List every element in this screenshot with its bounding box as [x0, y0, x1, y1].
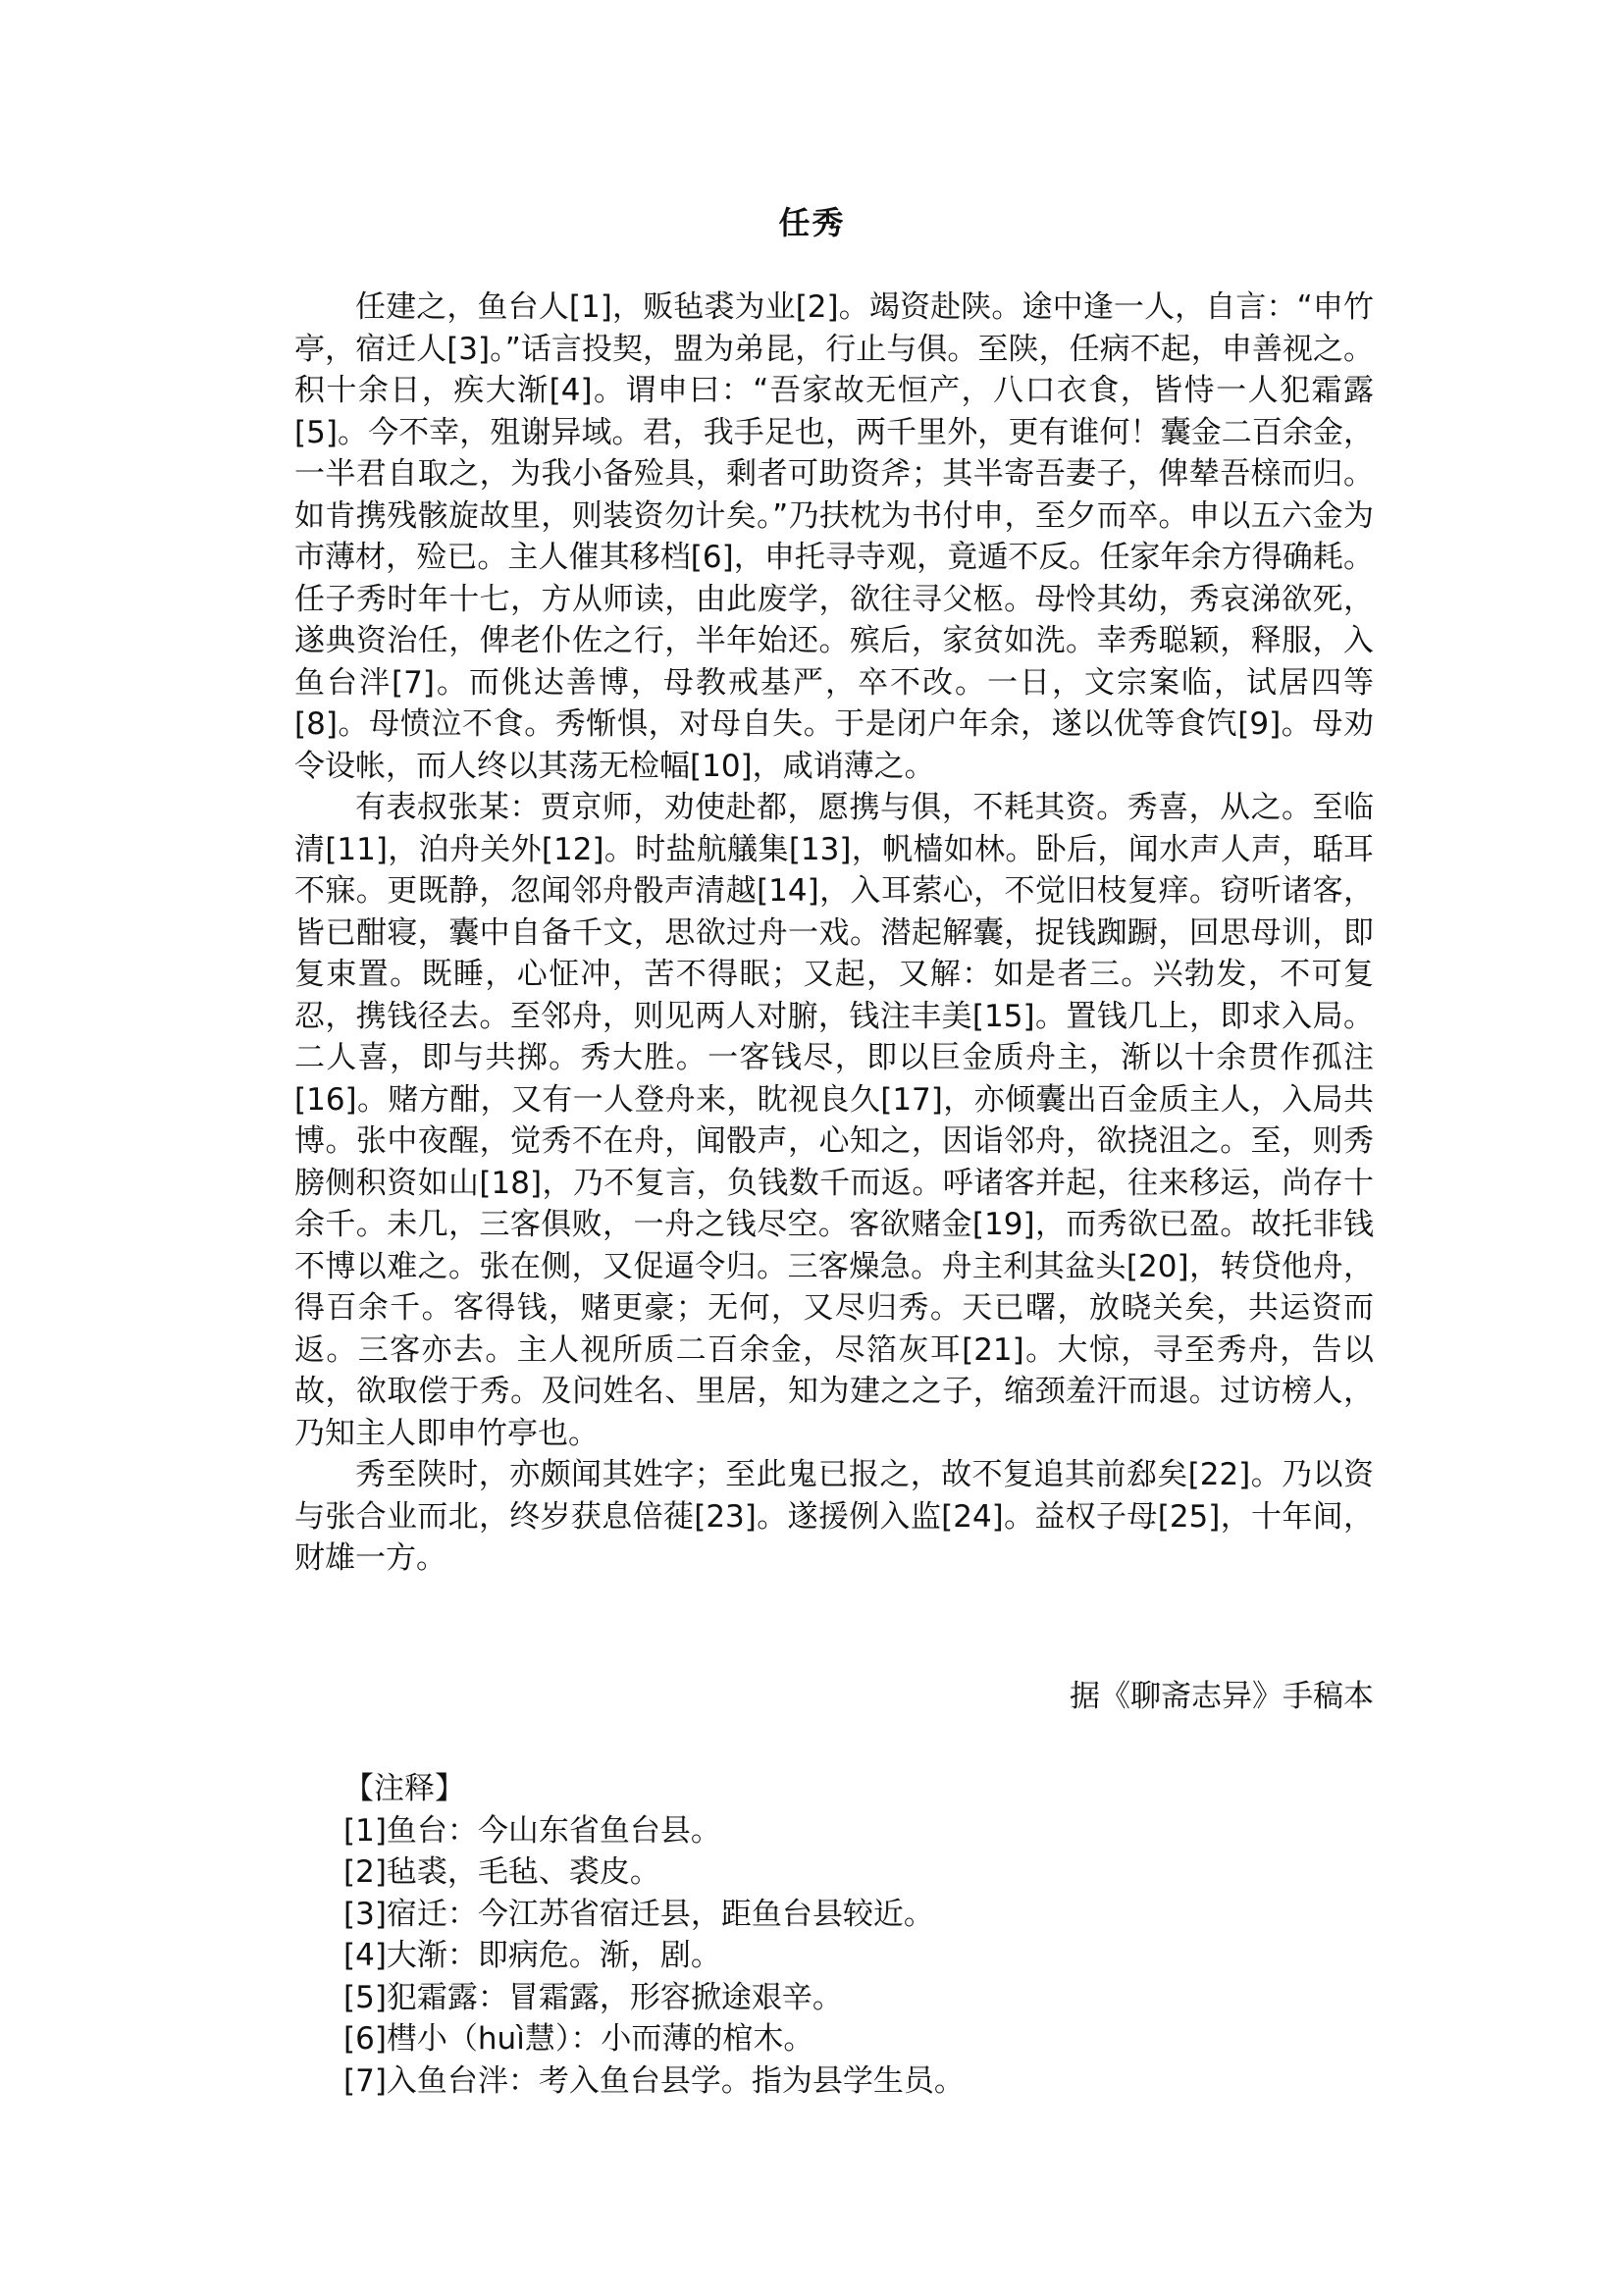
note-item: [5]犯霜露：冒霜露，形容掀途艰辛。 — [343, 1979, 843, 2015]
story-paragraph: 有表叔张某：贾京师，劝使赴都，愿携与俱，不耗其资。秀喜，从之。至临清[11]，泊舟关外[12]。时盐航艤集[13]，帆樯如林。卧后，闻水声人声，聒耳不寐。更既静，忽闻邻舟骰声清越[14]，入耳萦心，不觉旧枝复痒。窃听诸客，皆已酣寝，囊中自备千文，思欲过舟一戏。潜起解囊，捉钱踟蹰，回思母训，即复束置。既睡，心怔冲，苦不得眠；又起，又解：如是者三。兴勃发，不可复忍，携钱径去。至邻舟，则见两人对腑，钱注丰美[15]。置钱几上，即求入局。二人喜，即与共掷。秀大胜。一客钱尽，即以巨金质舟主，渐以十余贯作孤注[16]。赌方酣，又有一人登舟来，眈视良久[17]，亦倾囊出百金质主人，入局共博。张中夜醒，觉秀不在舟，闻骰声，心知之，因诣邻舟，欲挠沮之。至，则秀膀侧积资如山[18]，乃不复言，负钱数千而返。呼诸客并起，往来移运，尚存十余千。未几，三客俱败，一舟之钱尽空。客欲赌金[19]，而秀欲已盈。故托非钱不博以难之。张在侧，又促逼令归。三客燥急。舟主利其盆头[20]，转贷他舟，得百余千。客得钱，赌更豪；无何，又尽归秀。天已曙，放晓关矣，共运资而返。三客亦去。主人视所质二百余金，尽箔灰耳[21]。大惊，寻至秀舟，告以故，欲取偿于秀。及问姓名、里居，知为建之之子，缩颈羞汗而退。过访榜人，乃知主人即申竹亭也。 — [294, 790, 1374, 1451]
note-item: [7]入鱼台泮：考入鱼台县学。指为县学生员。 — [343, 2062, 965, 2099]
source-citation: 据《聊斋志异》手稿本 — [1070, 1679, 1374, 1714]
page-title: 任秀 — [778, 204, 846, 241]
note-item: [6]槥小（huì慧）：小而薄的棺木。 — [343, 2021, 814, 2057]
note-item: [2]毡裘，毛毡、裘皮。 — [343, 1854, 660, 1890]
story-paragraph: 秀至陕时，亦颇闻其姓字；至此鬼已报之，故不复追其前郄矣[22]。乃以资与张合业而北，终岁获息倍蓰[23]。遂援例入监[24]。益权子母[25]，十年间，财雄一方。 — [294, 1457, 1374, 1576]
story-paragraph: 任建之，鱼台人[1]，贩毡裘为业[2]。竭资赴陕。途中逢一人，自言：“申竹亭，宿迁人[3]。”话言投契，盟为弟昆，行止与俱。至陕，任病不起，申善视之。积十余日，疾大渐[4]。谓申曰：“吾家故无恒产，八口衣食，皆恃一人犯霜露[5]。今不幸，殂谢异域。君，我手足也，两千里外，更有谁何！囊金二百余金，一半君自取之，为我小备殓具，剩者可助资斧；其半寄吾妻子，俾辇吾榇而归。如肯携残骸旋故里，则装资勿计矣。”乃扶枕为书付申，至夕而卒。申以五六金为市薄材，殓已。主人催其移档[6]，申托寻寺观，竟遁不反。任家年余方得确耗。任子秀时年十七，方从师读，由此废学，欲往寻父柩。母怜其幼，秀哀涕欲死，遂典资治任，俾老仆佐之行，半年始还。殡后，家贫如洗。幸秀聪颖，释服，入鱼台泮[7]。而佻达善博，母教戒基严，卒不改。一日，文宗案临，试居四等[8]。母愤泣不食。秀惭惧，对母自失。于是闭户年余，遂以优等食饩[9]。母劝令设帐，而人终以其荡无检幅[10]，咸诮薄之。 — [294, 289, 1374, 784]
story-body — [294, 287, 1374, 1580]
note-item: [1]鱼台：今山东省鱼台县。 — [343, 1812, 721, 1849]
note-item: [4]大渐：即病危。渐，剧。 — [343, 1938, 721, 1973]
note-item: [3]宿迁：今江苏省宿迁县，距鱼台县较近。 — [343, 1896, 934, 1932]
notes-heading: 【注释】 — [343, 1771, 465, 1806]
notes-list — [343, 1810, 1374, 2103]
notes-section — [343, 1768, 1374, 2102]
